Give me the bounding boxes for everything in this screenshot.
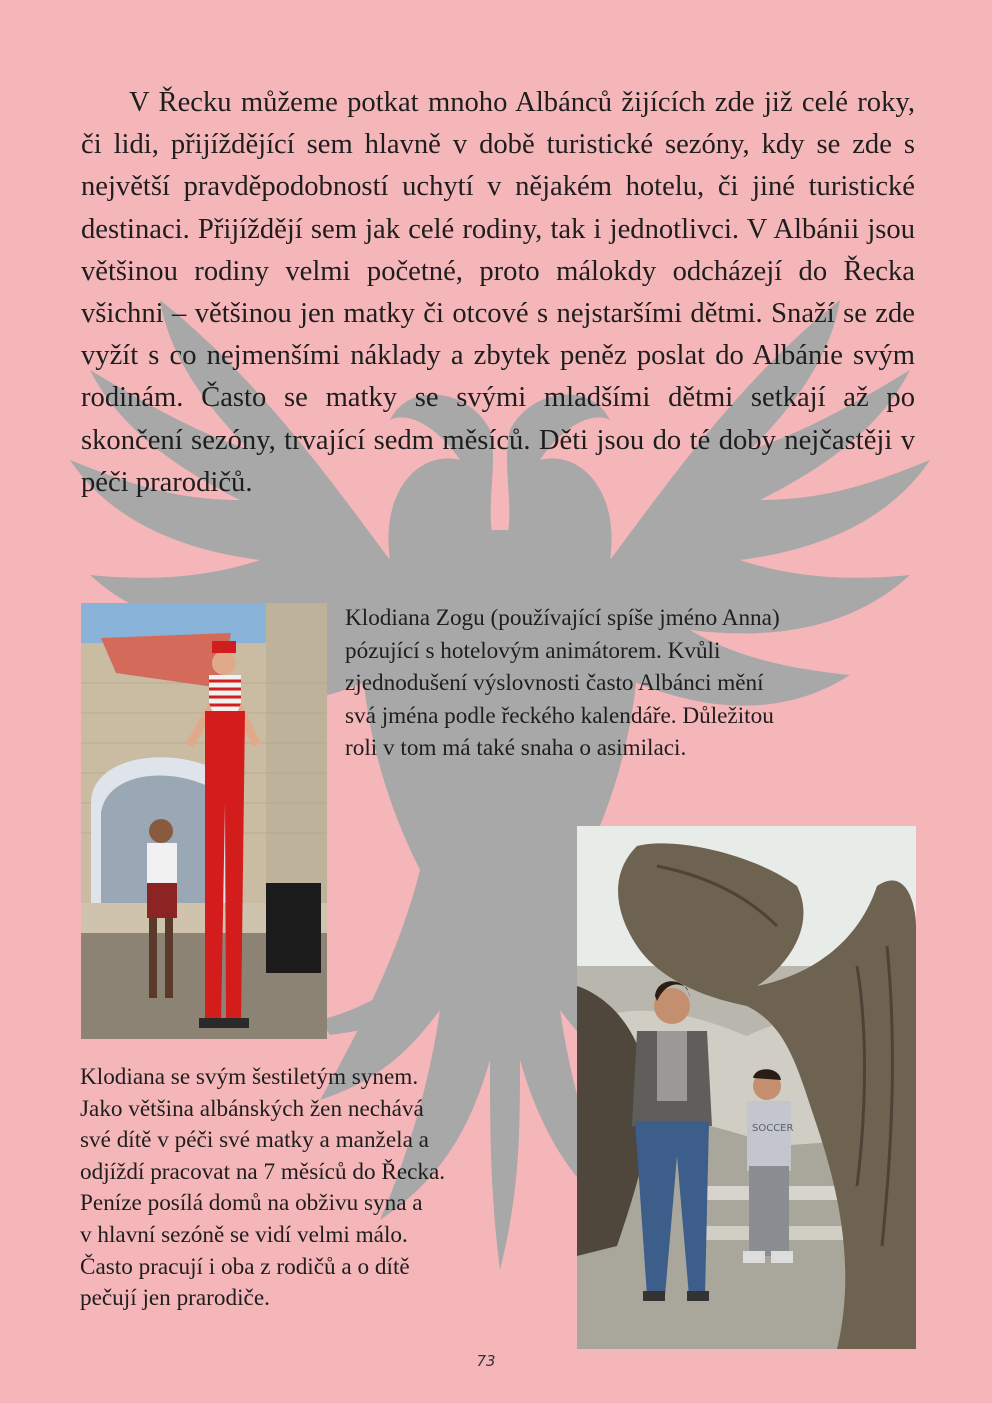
photo-stilt-walker (81, 603, 327, 1039)
caption-line: v hlavní sezóně se vidí velmi málo. (80, 1221, 408, 1248)
shirt-text: SOCCER (752, 1123, 794, 1134)
page-number: 73 (476, 1352, 496, 1370)
caption-line: Jako většina albánských žen nechává (80, 1095, 424, 1122)
caption-line: pózující s hotelovým animátorem. Kvůli (345, 637, 721, 664)
caption-line: Klodiana se svým šestiletým synem. (80, 1064, 419, 1090)
caption-photo-1 (345, 602, 925, 765)
caption-line: Často pracují i oba z rodičů a o dítě (80, 1253, 410, 1280)
photo-mother-son (577, 826, 916, 1349)
caption-line: odjíždí pracovat na 7 měsíců do Řecka. (80, 1158, 446, 1185)
caption-line: Klodiana Zogu (používající spíše jméno Anna) (345, 605, 780, 631)
caption-photo-2 (80, 1062, 570, 1315)
caption-line: roli v tom má také snaha o asimilaci. (345, 735, 687, 762)
caption-line: zjednodušení výslovnosti často Albánci mění (345, 670, 764, 697)
caption-line: pečují jen prarodiče. (80, 1285, 270, 1312)
main-paragraph: V Řecku můžeme potkat mnoho Albánců žijících zde již celé roky, či lidi, přijíždějící sem hlavně v době turistické sezóny, kdy se zde s největší pravděpodobností uchytí v nějakém hotelu, či jiné turistické destinaci. Přijíždějí sem jak celé rodiny, tak i jednotlivci. V Albánii jsou většinou rodiny velmi početné, proto málokdy odcházejí do Řecka všichni – většinou jen matky či otcové s nejstaršími dětmi. Snaží se zde vyžít s co nejmenšími náklady a zbytek peněz poslat do Albánie svým rodinám. Často se matky se svými mladšími dětmi setkají až po skončení sezóny, trvající sedm měsíců. Děti jsou do té doby nejčastěji v péči prarodičů. (81, 87, 915, 498)
caption-line: své dítě v péči své matky a manžela a (80, 1127, 429, 1154)
caption-line: Peníze posílá domů na obživu syna a (80, 1190, 423, 1217)
caption-line: svá jména podle řeckého kalendáře. Důležitou (345, 702, 774, 729)
